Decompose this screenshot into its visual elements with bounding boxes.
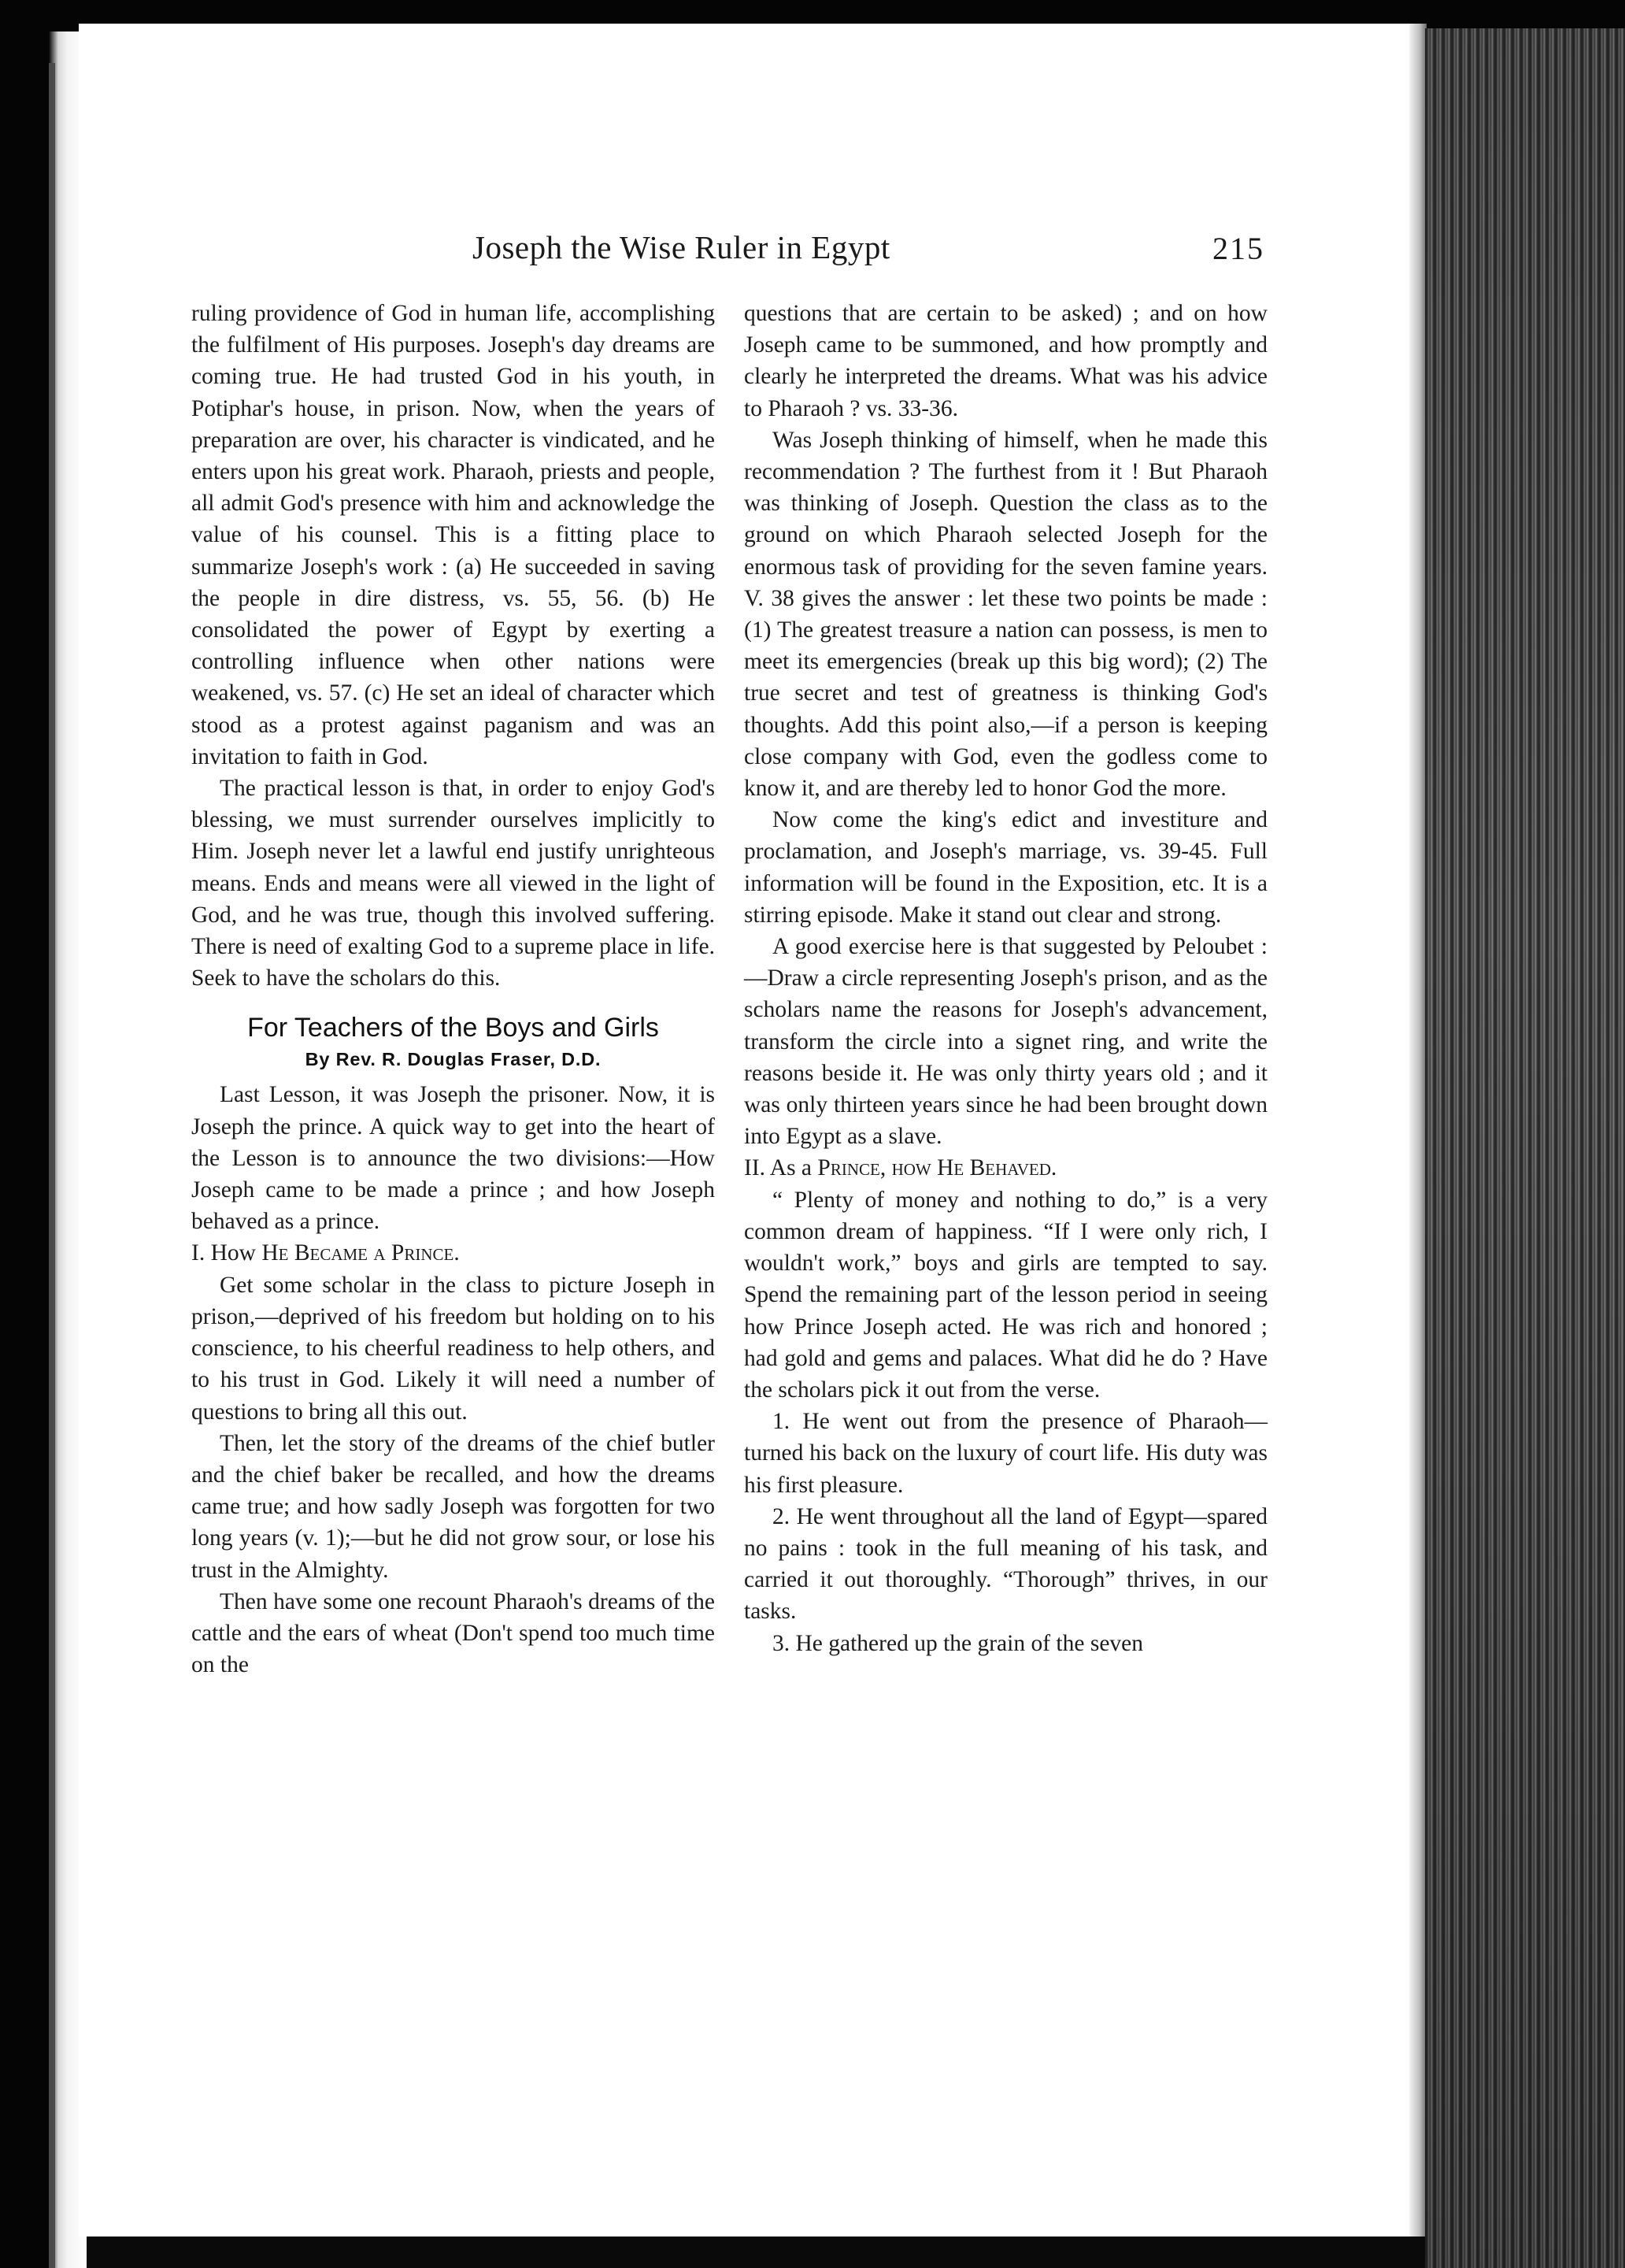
- subheading-2: [744, 1152, 1268, 1184]
- subheading-2-text: Prince, how He Behaved.: [817, 1155, 1057, 1181]
- right-paragraph-6: 1. He went out from the presence of Pharaoh—turned his back on the luxury of court life. His duty was his first pleasure.: [744, 1409, 1268, 1498]
- right-paragraph-7: 2. He went throughout all the land of Egypt—spared no pains : took in the full meaning of his task, and carried it out thoroughly. “Thorough” thrives, in our tasks.: [744, 1503, 1268, 1625]
- running-head: [0, 228, 1625, 276]
- right-paragraph-2: Was Joseph thinking of himself, when he made this recommendation ? The furthest from it ! But Pharaoh was thinking of Joseph. Question the class as to the ground on which Pharaoh selected Joseph for the enormous task of providing for the seven famine years. V. 38 gives the answer : let these two points be made : (1) The greatest treasure a nation can possess, is men to meet its emergencies (break up this big word); (2) The true secret and test of greatness is thinking God's thoughts. Add this point also,—if a person is keeping close company with God, even the godless come to know it, and are thereby led to honor God the more.: [744, 427, 1268, 802]
- subheading-1-number: I. How: [191, 1240, 256, 1266]
- left-paragraph-2: The practical lesson is that, in order to enjoy God's blessing, we must surrender ourselves implicitly to Him. Joseph never let a lawful end justify unrighteous means. Ends and means were all viewed in the light of God, and he was true, though this involved suffering. There is need of exalting God to a supreme place in life. Seek to have the scholars do this.: [191, 776, 715, 991]
- right-paragraph-3: Now come the king's edict and investiture and proclamation, and Joseph's marriage, vs. 39-45. Full information will be found in the Exposition, etc. It is a stirring episode. Make it stand out clear and strong.: [744, 807, 1268, 928]
- page-edge-shade: [1409, 24, 1427, 2236]
- subheading-1-text: He Became a Prince.: [261, 1240, 460, 1266]
- left-paragraph-3: Last Lesson, it was Joseph the prisoner. Now, it is Joseph the prince. A quick way to get into the heart of the Lesson is to announce the two divisions:—How Joseph came to be made a prince ; and how Joseph behaved as a prince.: [191, 1082, 715, 1235]
- left-paragraph-4: Get some scholar in the class to picture Joseph in prison,—deprived of his freedom but holding on to his conscience, to his cheerful readiness to help others, and to his trust in God. Likely it will need a number of questions to bring all this out.: [191, 1272, 715, 1425]
- left-paragraph-6: Then have some one recount Pharaoh's dreams of the cattle and the ears of wheat (Don't spend too much time on the: [191, 1588, 715, 1678]
- left-paragraph-1: ruling providence of God in human life, accomplishing the fulfilment of His purposes. Joseph's day dreams are coming true. He had trusted God in his youth, in Potiphar's house, in prison. Now, when the years of preparation are over, his character is vindicated, and he enters upon his great work. Pharaoh, priests and people, all admit God's presence with him and acknowledge the value of his counsel. This is a fitting place to summarize Joseph's work : (a) He succeeded in saving the people in dire distress, vs. 55, 56. (b) He consolidated the power of Egypt by exerting a controlling influence when other nations were weakened, vs. 57. (c) He set an ideal of character which stood as a protest against paganism and was an invitation to faith in God.: [191, 301, 715, 769]
- section-heading: For Teachers of the Boys and Girls: [247, 1013, 659, 1043]
- running-title: Joseph the Wise Ruler in Egypt: [472, 229, 890, 265]
- facing-page-edge: [0, 32, 87, 2268]
- byline: By Rev. R. Douglas Fraser, D.D.: [305, 1049, 602, 1070]
- right-column: [744, 298, 1268, 1659]
- page-number: 215: [1212, 231, 1264, 266]
- right-paragraph-8: 3. He gathered up the grain of the seven: [772, 1630, 1144, 1656]
- right-paragraph-1: questions that are certain to be asked) ; and on how Joseph came to be summoned, and how promptly and clearly he interpreted the dreams. What was his advice to Pharaoh ? vs. 33-36.: [744, 301, 1268, 421]
- subheading-1: [191, 1237, 715, 1269]
- right-paragraph-4: A good exercise here is that suggested by Peloubet :—Draw a circle representing Joseph's prison, and as the scholars name the reasons for Joseph's advancement, transform the circle into a signet ring, and write the reasons beside it. He was only thirty years old ; and it was only thirteen years since he had been brought down into Egypt as a slave.: [744, 934, 1268, 1150]
- page-block-shadow: [1425, 28, 1625, 2268]
- right-paragraph-5: “ Plenty of money and nothing to do,” is a very common dream of happiness. “If I were only rich, I wouldn't work,” boys and girls are tempted to say. Spend the remaining part of the lesson period in seeing how Prince Joseph acted. He was rich and honored ; had gold and gems and palaces. What did he do ? Have the scholars pick it out from the verse.: [744, 1187, 1268, 1403]
- subheading-2-number: II. As a: [744, 1155, 812, 1181]
- left-paragraph-5: Then, let the story of the dreams of the chief butler and the chief baker be recalled, and how the dreams came true; and how sadly Joseph was forgotten for two long years (v. 1);—but he did not grow sour, or lose his trust in the Almighty.: [191, 1430, 715, 1583]
- binding-shadow: [49, 63, 55, 2268]
- left-column: [191, 298, 715, 1681]
